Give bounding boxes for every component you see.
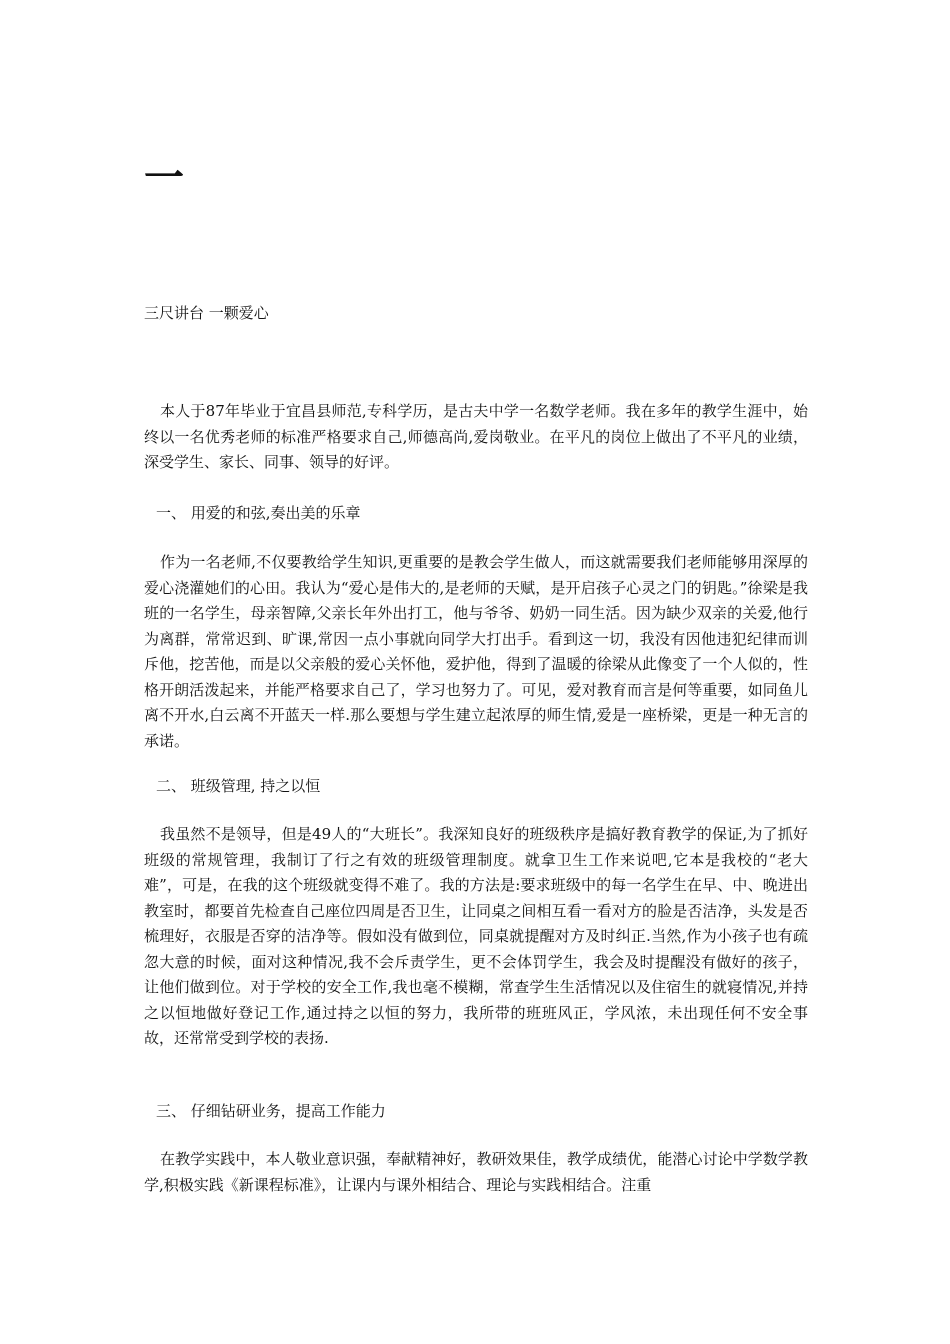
document-title: 三尺讲台 一颗爱心 (144, 304, 269, 322)
section-3-heading: 三、 仔细钻研业务，提高工作能力 (156, 1102, 386, 1120)
section-1-paragraph: 作为一名老师,不仅要教给学生知识,更重要的是教会学生做人，而这就需要我们老师能够用深厚的爱心浇灌她们的心田。我认为“爱心是伟大的,是老师的天赋，是开启孩子心灵之门的钥匙。”徐梁是我班的一名学生，母亲智障,父亲长年外出打工，他与爷爷、奶奶一同生活。因为缺少双亲的关爱,他行为离群，常常迟到、旷课,常因一点小事就向同学大打出手。看到这一切，我没有因他违犯纪律而训斥他，挖苦他，而是以父亲般的爱心关怀他，爱护他，得到了温暖的徐梁从此像变了一个人似的，性格开朗活泼起来，并能严格要求自己了，学习也努力了。可见，爱对教育而言是何等重要，如同鱼儿离不开水,白云离不开蓝天一样.那么要想与学生建立起浓厚的师生情,爱是一座桥梁，更是一种无言的承诺。 (144, 553, 808, 750)
section-2-paragraph: 我虽然不是领导，但是49人的“大班长”。我深知良好的班级秩序是搞好教育教学的保证,为了抓好班级的常规管理，我制订了行之有效的班级管理制度。就拿卫生工作来说吧,它本是我校的“老大难”，可是，在我的这个班级就变得不难了。我的方法是:要求班级中的每一名学生在早、中、晚进出教室时，都要首先检查自己座位四周是否卫生，让同桌之间相互看一看对方的脸是否洁净，头发是否梳理好，衣服是否穿的洁净等。假如没有做到位，同桌就提醒对方及时纠正.当然,作为小孩子也有疏忽大意的时候，面对这种情况,我不会斥责学生，更不会体罚学生，我会及时提醒没有做好的孩子，让他们做到位。对于学校的安全工作,我也毫不模糊，常查学生生活情况以及住宿生的就寝情况,并持之以恒地做好登记工作,通过持之以恒的努力，我所带的班班风正，学风浓，未出现任何不安全事故，还常常受到学校的表扬. (144, 825, 808, 1047)
chapter-mark: 一 (144, 155, 184, 201)
section-2-heading: 二、 班级管理, 持之以恒 (156, 777, 321, 795)
section-3-paragraph: 在教学实践中，本人敬业意识强，奉献精神好，教研效果佳，教学成绩优，能潜心讨论中学数学教学,积极实践《新课程标准》，让课内与课外相结合、理论与实践相结合。注重 (144, 1150, 808, 1194)
section-1-heading: 一、 用爱的和弦,奏出美的乐章 (156, 504, 361, 522)
intro-paragraph: 本人于87年毕业于宜昌县师范,专科学历，是古夫中学一名数学老师。我在多年的教学生涯中，始终以一名优秀老师的标准严格要求自己,师德高尚,爱岗敬业。在平凡的岗位上做出了不平凡的业绩，深受学生、家长、同事、领导的好评。 (144, 402, 808, 471)
